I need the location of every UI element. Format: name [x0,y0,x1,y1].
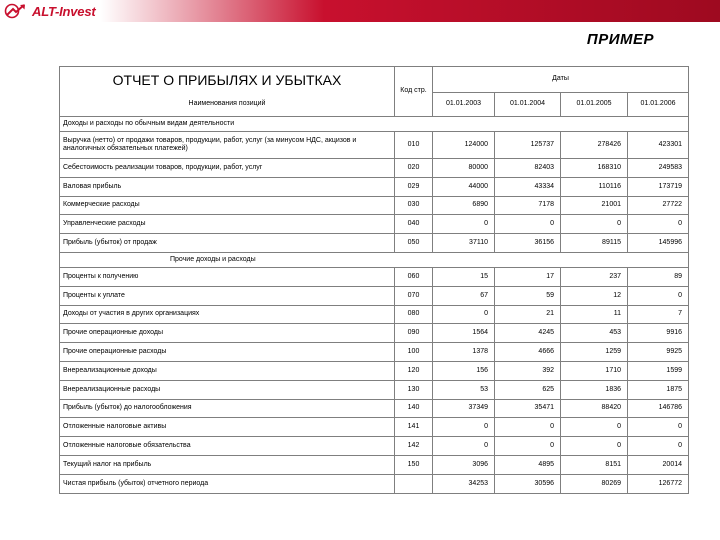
banner-gradient [0,0,720,22]
row-value: 4245 [495,324,561,343]
row-value: 35471 [495,399,561,418]
row-name: Отложенные налоговые обязательства [60,437,395,456]
row-value: 0 [495,418,561,437]
row-value: 1259 [561,343,628,362]
row-value: 0 [628,215,689,234]
row-value: 8151 [561,455,628,474]
row-name: Текущий налог на прибыль [60,455,395,474]
table-row [60,132,689,159]
row-value: 21001 [561,196,628,215]
row-value: 0 [495,215,561,234]
row-value: 453 [561,324,628,343]
row-code: 070 [395,286,433,305]
row-value: 392 [495,361,561,380]
row-value: 6890 [433,196,495,215]
row-code: 040 [395,215,433,234]
table-row [60,455,689,474]
row-name: Выручка (нетто) от продажи товаров, продукции, работ, услуг (за минусом НДС, акцизов и аналогичных обязательных платежей) [60,132,395,159]
date-column-header: 01.01.2003 [433,93,495,117]
row-code: 030 [395,196,433,215]
row-name: Прочие операционные доходы [60,324,395,343]
row-value: 82403 [495,159,561,178]
row-code: 010 [395,132,433,159]
row-value: 249583 [628,159,689,178]
profit-loss-table [59,66,689,494]
example-label: ПРИМЕР [586,31,654,48]
row-name: Внереализационные доходы [60,361,395,380]
row-value: 7178 [495,196,561,215]
row-code: 050 [395,234,433,253]
row-value: 7 [628,305,689,324]
row-name: Проценты к уплате [60,286,395,305]
row-value: 89115 [561,234,628,253]
row-value: 278426 [561,132,628,159]
date-column-header: 01.01.2005 [561,93,628,117]
row-value: 173719 [628,177,689,196]
row-value: 0 [628,418,689,437]
table-row [60,305,689,324]
row-value: 0 [628,286,689,305]
dates-header: Даты [433,67,689,93]
row-value: 1564 [433,324,495,343]
row-value: 88420 [561,399,628,418]
row-value: 0 [433,437,495,456]
row-value: 145996 [628,234,689,253]
row-code: 029 [395,177,433,196]
table-row [60,267,689,286]
table-row [60,196,689,215]
row-value: 125737 [495,132,561,159]
date-column-header: 01.01.2004 [495,93,561,117]
row-value: 146786 [628,399,689,418]
section-heading: Доходы и расходы по обычным видам деятельности [60,117,689,132]
row-value: 4895 [495,455,561,474]
row-value: 11 [561,305,628,324]
table-row [60,399,689,418]
row-value: 67 [433,286,495,305]
row-code [395,474,433,493]
row-value: 36156 [495,234,561,253]
row-value: 126772 [628,474,689,493]
row-value: 43334 [495,177,561,196]
row-value: 80000 [433,159,495,178]
row-value: 423301 [628,132,689,159]
row-value: 37349 [433,399,495,418]
row-value: 110116 [561,177,628,196]
table-row [60,159,689,178]
row-value: 4666 [495,343,561,362]
row-value: 168310 [561,159,628,178]
row-value: 0 [561,437,628,456]
row-value: 17 [495,267,561,286]
header-row-1 [60,67,689,93]
row-value: 3096 [433,455,495,474]
row-value: 9925 [628,343,689,362]
row-value: 34253 [433,474,495,493]
row-code: 141 [395,418,433,437]
table-row [60,343,689,362]
row-name: Валовая прибыль [60,177,395,196]
row-name: Себестоимость реализации товаров, продукции, работ, услуг [60,159,395,178]
code-column-header: Код стр. [395,67,433,117]
table-row [60,380,689,399]
row-value: 0 [495,437,561,456]
row-name: Прочие операционные расходы [60,343,395,362]
row-name: Отложенные налоговые активы [60,418,395,437]
table-row [60,418,689,437]
row-value: 30596 [495,474,561,493]
logo-text: ALT-Invest [32,3,96,19]
row-name: Управленческие расходы [60,215,395,234]
table-row [60,361,689,380]
row-value: 0 [561,418,628,437]
row-code: 100 [395,343,433,362]
row-value: 1875 [628,380,689,399]
row-value: 1378 [433,343,495,362]
row-value: 59 [495,286,561,305]
row-value: 124000 [433,132,495,159]
section-row-other [60,252,689,267]
row-code: 090 [395,324,433,343]
table-row [60,437,689,456]
table-row [60,474,689,493]
row-value: 89 [628,267,689,286]
row-value: 37110 [433,234,495,253]
report-title: ОТЧЕТ О ПРИБЫЛЯХ И УБЫТКАХ [60,67,395,93]
table-row [60,324,689,343]
row-code: 060 [395,267,433,286]
row-name: Коммерческие расходы [60,196,395,215]
row-value: 53 [433,380,495,399]
row-value: 21 [495,305,561,324]
table-row [60,234,689,253]
row-code: 150 [395,455,433,474]
row-value: 0 [433,305,495,324]
row-name: Прибыль (убыток) до налогообложения [60,399,395,418]
row-name: Проценты к получению [60,267,395,286]
row-code: 080 [395,305,433,324]
table-row [60,215,689,234]
row-value: 15 [433,267,495,286]
table-row [60,177,689,196]
row-name: Доходы от участия в других организациях [60,305,395,324]
date-column-header: 01.01.2006 [628,93,689,117]
row-code: 142 [395,437,433,456]
section-heading: Прочие доходы и расходы [60,252,689,267]
logo-icon [4,3,30,19]
row-value: 0 [433,215,495,234]
row-value: 237 [561,267,628,286]
row-value: 0 [561,215,628,234]
table-row [60,286,689,305]
row-code: 130 [395,380,433,399]
row-value: 80269 [561,474,628,493]
positions-header: Наименования позиций [60,93,395,117]
row-code: 020 [395,159,433,178]
row-code: 140 [395,399,433,418]
row-code: 120 [395,361,433,380]
row-value: 20014 [628,455,689,474]
section-row-ordinary [60,117,689,132]
row-value: 0 [628,437,689,456]
row-value: 27722 [628,196,689,215]
logo [4,2,96,20]
row-value: 0 [433,418,495,437]
row-value: 9916 [628,324,689,343]
row-name: Прибыль (убыток) от продаж [60,234,395,253]
row-value: 12 [561,286,628,305]
header-row-2 [60,93,689,117]
row-value: 1836 [561,380,628,399]
row-value: 625 [495,380,561,399]
row-value: 1599 [628,361,689,380]
row-value: 156 [433,361,495,380]
row-value: 1710 [561,361,628,380]
row-name: Чистая прибыль (убыток) отчетного периода [60,474,395,493]
row-name: Внереализационные расходы [60,380,395,399]
row-value: 44000 [433,177,495,196]
top-banner [0,0,720,22]
